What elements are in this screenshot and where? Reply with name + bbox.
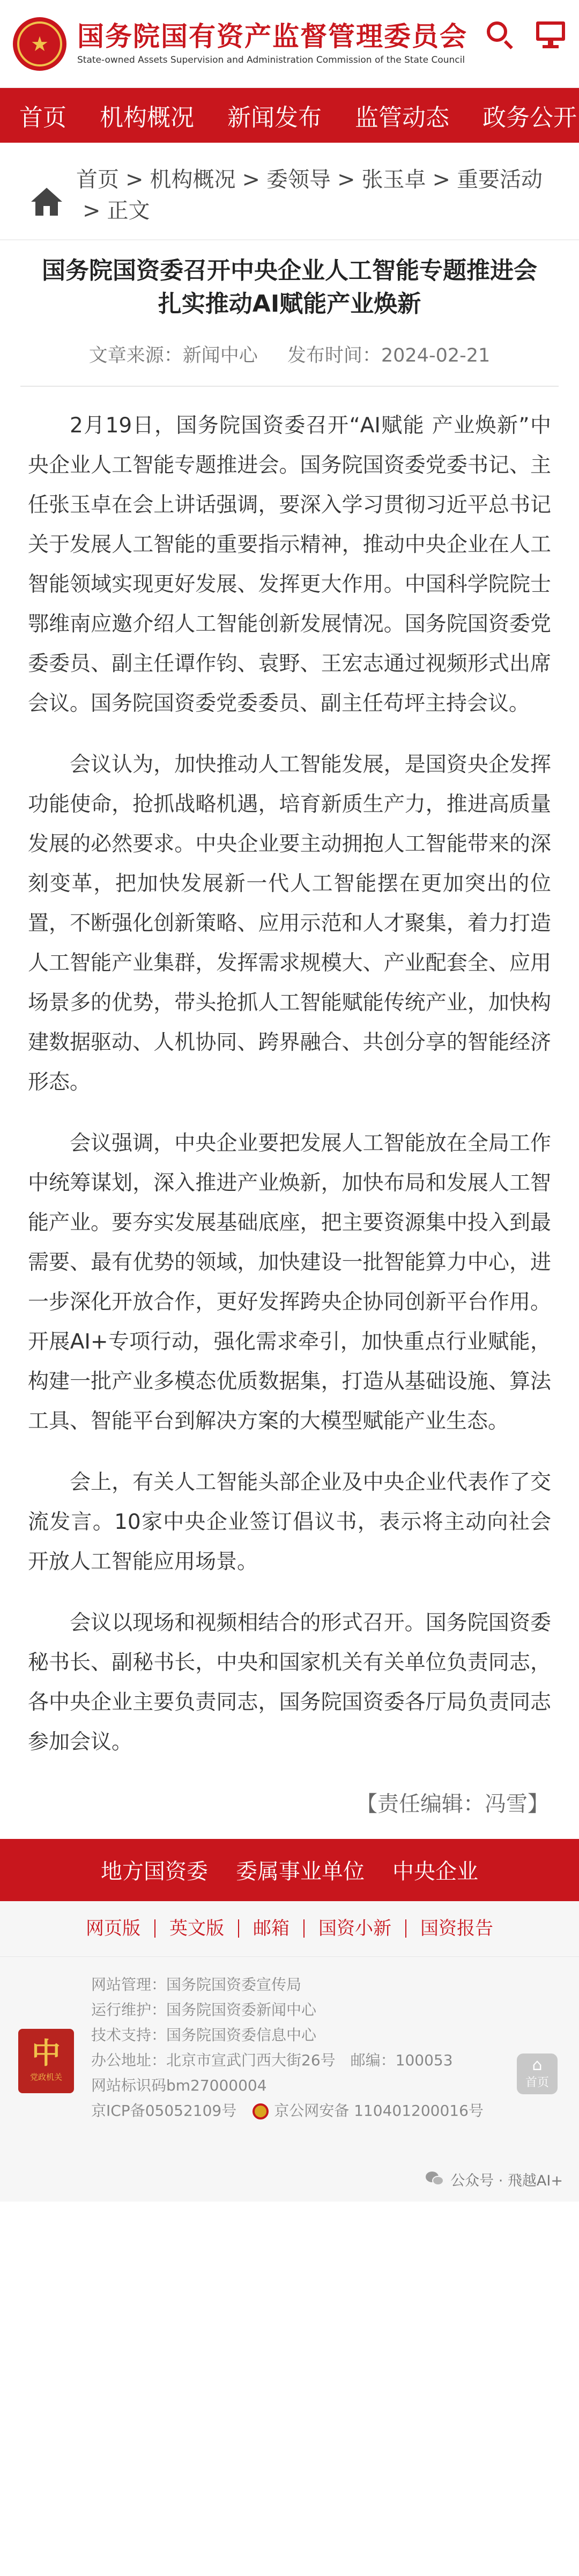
- home-icon[interactable]: [31, 188, 62, 216]
- article-paragraph: 会议强调，中央企业要把发展人工智能放在全局工作中统筹谋划，深入推进产业焕新，加快布局和发展人工智能产业。要夯实发展基础底座，把主要资源集中投入到最需要、最有优势的领域，加快建设一批智能算力中心，进一步深化开放合作，更好发挥跨央企协同创新平台作用。开展AI+专项行动，强化需求牵引，加快重点行业赋能，构建一批产业多模态优质数据集，打造从基础设施、算法工具、智能平台到解决方案的大模型赋能产业生态。: [28, 1131, 551, 1433]
- footer-info-line: 网站标识码bm27000004: [91, 2076, 267, 2094]
- breadcrumb-activities[interactable]: 重要活动: [457, 167, 543, 192]
- site-title[interactable]: [77, 22, 467, 65]
- site-header: [0, 0, 579, 88]
- site-title-cn: 国务院国有资产监督管理委员会: [77, 21, 467, 52]
- logo-mark: 中: [32, 2036, 61, 2071]
- back-home-button[interactable]: [517, 2054, 558, 2094]
- party-government-logo[interactable]: [18, 2029, 74, 2093]
- article-meta: [0, 341, 579, 367]
- footer-link-central-enterprises[interactable]: 中央企业: [392, 1859, 478, 1885]
- nav-item-about[interactable]: 机构概况: [100, 104, 194, 131]
- nav-item-public-affairs[interactable]: 政务公开: [482, 104, 577, 131]
- header-icons: [484, 18, 566, 49]
- footer-link-guozi-report[interactable]: 国资报告: [420, 1918, 493, 1940]
- nav-item-home[interactable]: 首页: [19, 104, 66, 131]
- breadcrumb-separator: >: [83, 198, 101, 223]
- footer-red-bar: [0, 1839, 579, 1901]
- site-title-en: State-owned Assets Supervision and Administration Commission of the State Council: [77, 55, 465, 65]
- police-badge-icon: [253, 2103, 269, 2119]
- breadcrumb-home[interactable]: 首页: [76, 167, 119, 192]
- footer-info-line: 运行维护：国务院国资委新闻中心: [91, 2000, 317, 2019]
- main-nav: [0, 88, 579, 143]
- breadcrumb-current: 正文: [107, 198, 150, 223]
- article-body: [0, 387, 579, 1762]
- star-icon: ★: [30, 32, 49, 56]
- footer-record-line: [91, 2098, 558, 2123]
- police-record[interactable]: 京公网安备 110401200016号: [274, 2101, 484, 2119]
- article-date: 发布时间：2024-02-21: [287, 344, 491, 366]
- breadcrumb: [0, 143, 579, 239]
- article-paragraph: 会议以现场和视频相结合的形式召开。国务院国资委秘书长、副秘书长，中央和国家机关有关单位负责同志，各中央企业主要负责同志，国务院国资委各厅局负责同志参加会议。: [28, 1610, 551, 1754]
- article-paragraph: 2月19日，国务院国资委召开“AI赋能 产业焕新”中央企业人工智能专题推进会。国务院国资委党委书记、主任张玉卓在会上讲话强调，要深入学习贯彻习近平总书记关于发展人工智能的重要指示精神，推动中央企业在人工智能领域实现更好发展、发挥更大作用。中国科学院院士鄂维南应邀介绍人工智能创新发展情况。国务院国资委党委委员、副主任谭作钧、袁野、王宏志通过视频形式出席会议。国务院国资委党委委员、副主任苟坪主持会议。: [28, 413, 551, 716]
- responsible-editor: 【责任编辑：冯雪】: [356, 1791, 549, 1816]
- breadcrumb-separator: >: [432, 167, 451, 192]
- article-title-line1: 国务院国资委召开中央企业人工智能专题推进会: [42, 257, 537, 284]
- footer-info-line: 网站管理：国务院国资委宣传局: [91, 1975, 302, 1993]
- article-paragraph: 会上，有关人工智能头部企业及中央企业代表作了交流发言。10家中央企业签订倡议书，表示将主动向社会开放人工智能应用场景。: [28, 1470, 551, 1574]
- footer-link-affiliated-units[interactable]: 委属事业单位: [236, 1859, 365, 1885]
- nav-item-news[interactable]: 新闻发布: [227, 104, 322, 131]
- breadcrumb-person[interactable]: 张玉卓: [361, 167, 426, 192]
- footer-link-local-sasac[interactable]: 地方国资委: [101, 1859, 208, 1885]
- nav-item-supervision[interactable]: 监管动态: [355, 104, 449, 131]
- footer-info-line: 办公地址：北京市宣武门西大街26号 邮编：100053: [91, 2051, 453, 2069]
- icp-record[interactable]: 京ICP备05052109号: [91, 2101, 237, 2119]
- footer-link-guozi-xiaoxin[interactable]: 国资小新: [305, 1919, 406, 1938]
- home-icon: ⌂: [532, 2056, 543, 2075]
- watermark-text: 公众号 · 飛越AI+: [450, 2172, 563, 2189]
- search-icon[interactable]: [484, 18, 515, 49]
- footer-links: [0, 1901, 579, 1957]
- logo-caption: 党政机关: [29, 2072, 62, 2082]
- footer-link-english[interactable]: 英文版: [155, 1919, 239, 1938]
- watermark: [426, 2169, 563, 2190]
- footer-info-line: 技术支持：国务院国资委信息中心: [91, 2026, 317, 2044]
- article-source: 文章来源：新闻中心: [88, 344, 258, 366]
- breadcrumb-separator: >: [337, 167, 355, 192]
- article-title: [0, 240, 579, 321]
- monitor-icon[interactable]: [535, 18, 566, 49]
- footer-link-mailbox[interactable]: 邮箱: [239, 1919, 305, 1938]
- breadcrumb-separator: >: [125, 167, 144, 192]
- breadcrumb-separator: >: [242, 167, 261, 192]
- footer-link-web-version[interactable]: 网页版: [72, 1919, 155, 1938]
- breadcrumb-leaders[interactable]: 委领导: [266, 167, 331, 192]
- national-emblem-icon[interactable]: [13, 17, 66, 71]
- breadcrumb-about[interactable]: 机构概况: [150, 167, 236, 192]
- back-home-label: 首页: [525, 2076, 549, 2090]
- article-paragraph: 会议认为，加快推动人工智能发展，是国资央企发挥功能使命，抢抓战略机遇，培育新质生产力，推进高质量发展的必然要求。中央企业要主动拥抱人工智能带来的深刻变革，把加快发展新一代人工智能摆在更加突出的位置，不断强化创新策略、应用示范和人才聚集，着力打造人工智能产业集群，发挥需求规模大、产业配套全、应用场景多的优势，带头抢抓人工智能赋能传统产业，加快构建数据驱动、人机协同、跨界融合、共创分享的智能经济形态。: [28, 752, 551, 1094]
- wechat-icon: [426, 2172, 444, 2187]
- footer-info: [0, 1957, 579, 2202]
- article-title-line2: 扎实推动AI赋能产业焕新: [158, 290, 421, 318]
